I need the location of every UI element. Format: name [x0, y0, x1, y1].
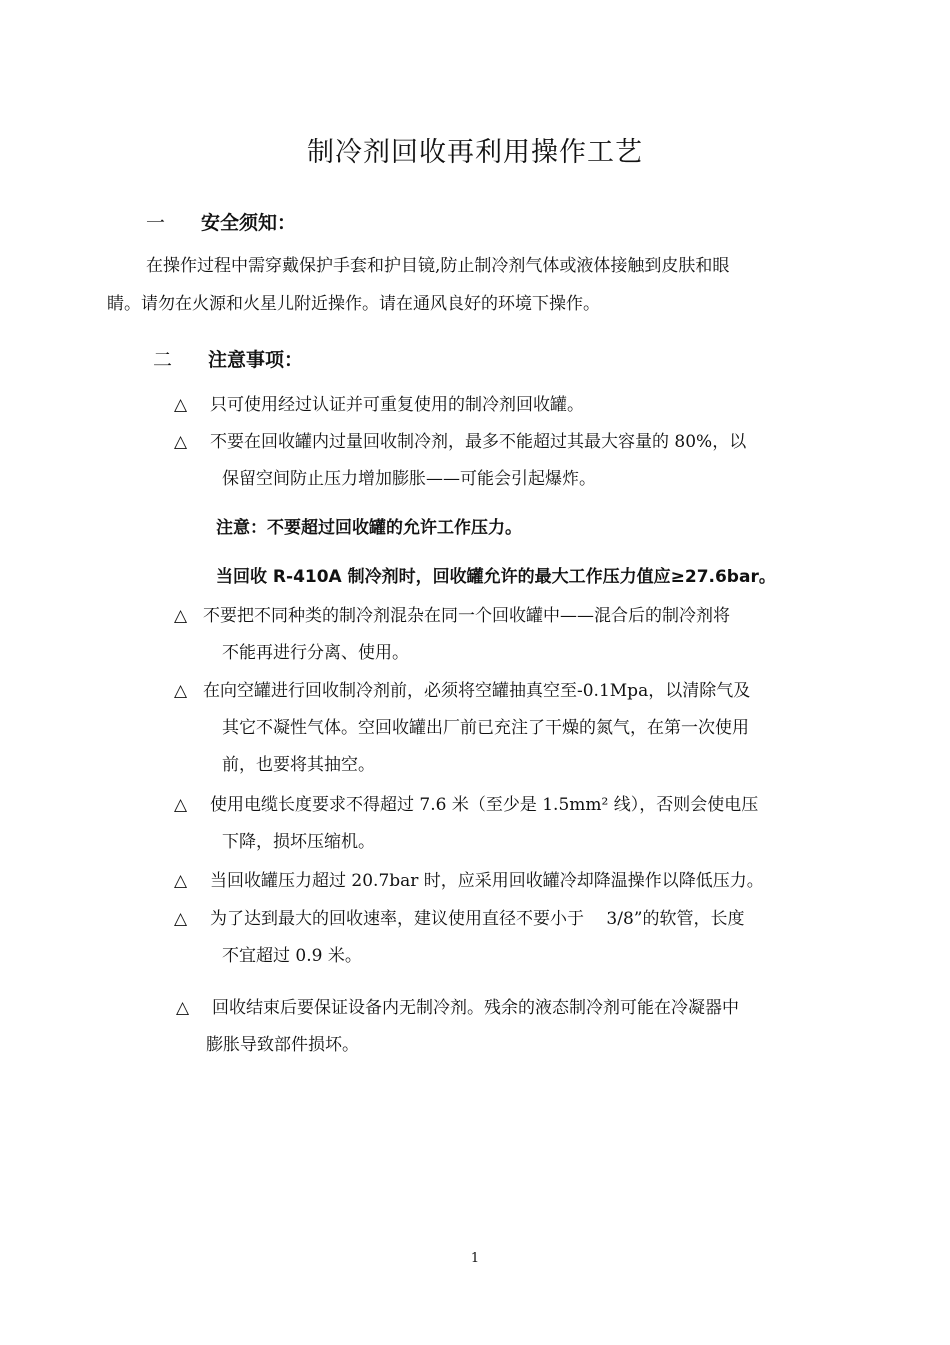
safety-paragraph-line: 在操作过程中需穿戴保护手套和护目镜,防止制冷剂气体或液体接触到皮肤和眼 [146, 256, 730, 276]
list-item-text: 不宜超过 0.9 米。 [222, 946, 362, 966]
list-item [176, 990, 739, 1064]
triangle-bullet-icon: △ [176, 998, 190, 1018]
list-item-text: 下降，损坏压缩机。 [222, 832, 375, 852]
triangle-bullet-icon: △ [174, 795, 188, 815]
list-item-text: 使用电缆长度要求不得超过 7.6 米（至少是 1.5mm² 线），否则会使电压 [210, 795, 759, 815]
list-item [174, 863, 764, 900]
list-item-text: 其它不凝性气体。空回收罐出厂前已充注了干燥的氮气，在第一次使用 [222, 718, 749, 738]
section-title: 安全须知： [201, 212, 297, 234]
list-item-text: 不要把不同种类的制冷剂混杂在同一个回收罐中——混合后的制冷剂将 [203, 606, 730, 626]
list-item [174, 901, 744, 975]
section-heading-precautions [153, 345, 303, 372]
triangle-bullet-icon: △ [174, 681, 188, 701]
list-item-text: 不能再进行分离、使用。 [222, 643, 409, 663]
list-item [174, 387, 584, 424]
list-item [174, 673, 750, 784]
section-title: 注意事项： [208, 349, 304, 371]
safety-paragraph-line: 睛。请勿在火源和火星儿附近操作。请在通风良好的环境下操作。 [107, 294, 600, 314]
section-number: 一 [146, 212, 166, 234]
list-item-text: 前，也要将其抽空。 [222, 755, 375, 775]
list-item [174, 424, 746, 498]
list-item-text: 保留空间防止压力增加膨胀——可能会引起爆炸。 [222, 469, 596, 489]
triangle-bullet-icon: △ [174, 909, 188, 929]
list-item-text: 回收结束后要保证设备内无制冷剂。残余的液态制冷剂可能在冷凝器中 [212, 998, 739, 1018]
section-number: 二 [153, 349, 173, 371]
section-heading-safety [146, 208, 296, 235]
list-item-text: 只可使用经过认证并可重复使用的制冷剂回收罐。 [210, 395, 584, 415]
list-item [174, 598, 730, 672]
list-item-text: 不要在回收罐内过量回收制冷剂，最多不能超过其最大容量的 80%，以 [210, 432, 747, 452]
list-item [174, 787, 758, 861]
triangle-bullet-icon: △ [174, 606, 188, 626]
pressure-note: 当回收 R-410A 制冷剂时，回收罐允许的最大工作压力值应≥27.6bar。 [216, 567, 776, 587]
list-item-text: 在向空罐进行回收制冷剂前，必须将空罐抽真空至-0.1Mpa，以清除气及 [203, 681, 751, 701]
triangle-bullet-icon: △ [174, 871, 188, 891]
list-item-text: 为了达到最大的回收速率，建议使用直径不要小于 3/8”的软管，长度 [210, 909, 745, 929]
triangle-bullet-icon: △ [174, 395, 188, 415]
triangle-bullet-icon: △ [174, 432, 188, 452]
page-number: 1 [470, 1251, 480, 1266]
list-item-text: 当回收罐压力超过 20.7bar 时，应采用回收罐冷却降温操作以降低压力。 [210, 871, 764, 891]
warning-note: 注意：不要超过回收罐的允许工作压力。 [216, 518, 522, 538]
document-title: 制冷剂回收再利用操作工艺 [307, 137, 643, 168]
list-item-text: 膨胀导致部件损坏。 [206, 1035, 359, 1055]
